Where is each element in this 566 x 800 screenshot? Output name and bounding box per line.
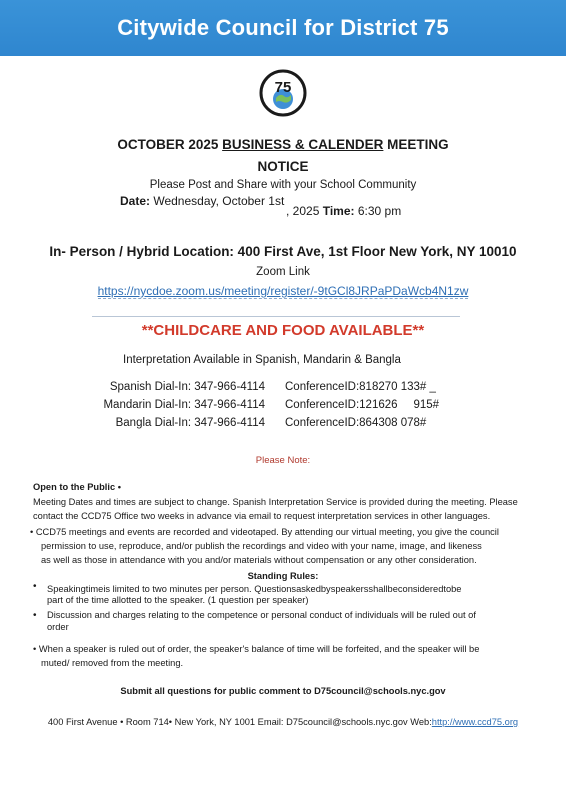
dial-in-spanish: Spanish Dial-In: 347-966-4114 [109,381,265,393]
title-month: OCTOBER 2025 [117,137,223,152]
conference-id-mandarin: ConferenceID:121626 915# [285,399,440,411]
notice-title-line1 [0,137,566,152]
zoom-link[interactable]: https://nycdoe.zoom.us/meeting/register/-9tGCl8JRPaPDaWcb4N1zw [97,284,469,298]
dial-in-mandarin: Mandarin Dial-In: 347-966-4114 [103,399,265,411]
rule1-bullet: • [33,581,37,592]
childcare-banner: **CHILDCARE AND FOOD AVAILABLE** [141,322,425,339]
public-para2-line2: permission to use, reproduce, and/or publish the recordings and video with your name, image, and likeness [41,541,482,551]
submit-questions: Submit all questions for public comment to D75council@schools.nyc.gov [120,686,446,696]
meeting-date [120,194,284,208]
zoom-link-wrap [0,282,566,300]
please-note: Please Note: [255,455,311,466]
divider [92,316,460,317]
time-value: 6:30 pm [354,204,402,218]
date-value: Wednesday, October 1st [150,194,285,208]
dial-in-bangla: Bangla Dial-In: 347-966-4114 [115,417,265,429]
public-para1-line2: contact the CCD75 Office two weeks in advance via email to request interpretation services in other languages. [33,511,491,521]
notice-subtitle: Please Post and Share with your School Community [149,179,417,191]
interpretation-intro: Interpretation Available in Spanish, Mandarin & Bangla [123,354,401,366]
logo-number: 75 [274,79,292,96]
time-label: Time: [322,204,355,218]
rule2-bullet: • [33,610,37,621]
meeting-location: In- Person / Hybrid Location: 400 First Ave, 1st Floor New York, NY 10010 [49,244,517,259]
date-label: Date: [120,194,151,208]
title-meeting-type: BUSINESS & CALENDER [222,137,384,152]
standing-rules-heading: Standing Rules: [247,571,319,581]
rule2-line1: Discussion and charges relating to the competence or personal conduct of individuals will be ruled out of [47,610,476,620]
rule1-line2: part of the time allotted to the speaker. (1 question per speaker) [47,595,309,605]
rule3-line2: muted/ removed from the meeting. [41,658,184,668]
public-para1-line1: Meeting Dates and times are subject to change. Spanish Interpretation Service is provided during the meeting. Please [33,497,518,507]
meeting-time [286,204,401,218]
zoom-label: Zoom Link [256,266,310,278]
public-para2-line1: • CCD75 meetings and events are recorded and videotaped. By attending our virtual meeting, you give the council [30,527,499,537]
website-link[interactable]: http://www.ccd75.org [431,717,519,727]
footer-contact: 400 First Avenue • Room 714• New York, NY 1001 Email: D75council@schools.nyc.gov Web: [47,717,432,727]
year-value: , 2025 [286,204,323,218]
rule3-line1: • When a speaker is ruled out of order, the speaker's balance of time will be forfeited, and the speaker will be [33,644,480,654]
footer [0,716,566,729]
header-banner [0,0,566,56]
ccd75-logo-icon [258,68,308,118]
notice-title-line2: NOTICE [257,159,309,174]
title-meeting: MEETING [383,137,449,152]
public-para2-line3: as well as those in attendance with you and/or materials without compensation or any other consideration. [41,555,477,565]
public-heading: Open to the Public • [33,482,121,492]
page-title: Citywide Council for District 75 [117,15,449,40]
conference-id-bangla: ConferenceID:864308 078# [285,417,427,429]
rule1-line1: Speakingtimeis limited to two minutes per person. Questionsaskedbyspeakersshallbeconsideredtobe [47,584,462,594]
rule2-line2: order [47,622,69,632]
conference-id-spanish: ConferenceID:818270 133# _ [285,381,436,393]
